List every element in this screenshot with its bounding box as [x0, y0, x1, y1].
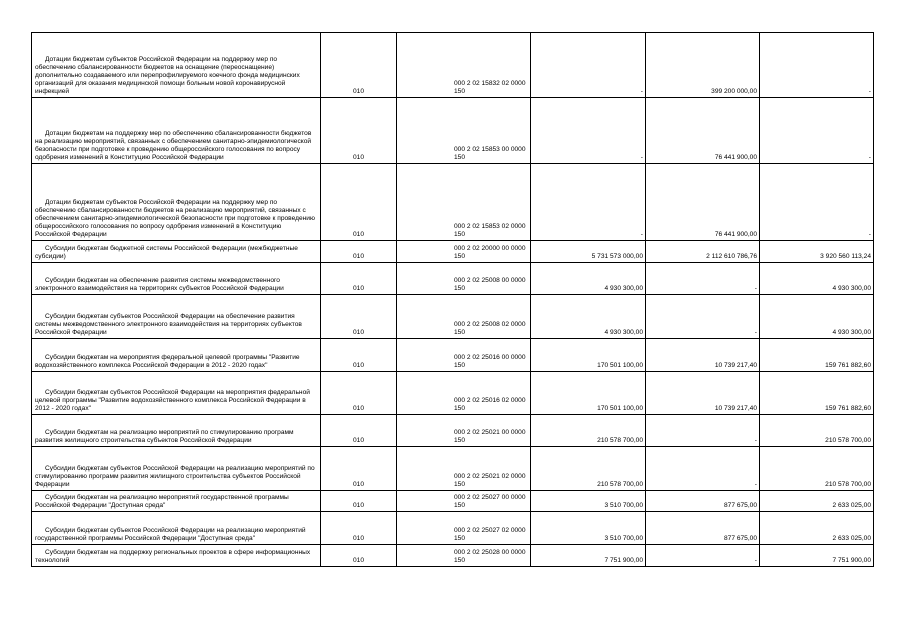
row-plan-cell: 170 501 100,00	[531, 372, 646, 415]
row-plan-cell: 7 751 900,00	[531, 545, 646, 567]
row-name-cell: Субсидии бюджетам на реализацию мероприятий по стимулированию программ развития жилищного строительства субъектов Российской Федерации	[32, 415, 321, 447]
row-exec-cell: -	[646, 447, 760, 491]
row-plan-cell: 210 578 700,00	[531, 415, 646, 447]
row-name-cell: Субсидии бюджетам на обеспечение развития системы межведомственного электронного взаимодействия на территориях субъектов Российской Федерации	[32, 263, 321, 295]
row-plan-cell: 3 510 700,00	[531, 512, 646, 545]
row-rest-cell: 7 751 900,00	[760, 545, 874, 567]
row-code-cell: 010	[321, 491, 397, 512]
row-exec-cell: 399 200 000,00	[646, 33, 760, 98]
row-rest-cell: 210 578 700,00	[760, 447, 874, 491]
row-name-cell: Субсидии бюджетам субъектов Российской Федерации на обеспечение развития системы межведомственного электронного взаимодействия на территориях субъектов Российской Федерации	[32, 295, 321, 339]
row-kbk-cell: 000 2 02 25021 00 0000 150	[397, 415, 531, 447]
row-kbk-cell: 000 2 02 25028 00 0000 150	[397, 545, 531, 567]
row-kbk-cell: 000 2 02 25008 00 0000 150	[397, 263, 531, 295]
row-kbk-cell: 000 2 02 15853 02 0000 150	[397, 164, 531, 241]
row-code-cell: 010	[321, 339, 397, 372]
row-plan-cell: 3 510 700,00	[531, 491, 646, 512]
row-name-cell: Субсидии бюджетам субъектов Российской Федерации на мероприятия федеральной целевой программы "Развитие водохозяйственного комплекса Российской Федерации в 2012 - 2020 годах"	[32, 372, 321, 415]
row-code-cell: 010	[321, 512, 397, 545]
row-kbk-cell: 000 2 02 25008 02 0000 150	[397, 295, 531, 339]
row-exec-cell: 877 675,00	[646, 491, 760, 512]
row-plan-cell: 4 930 300,00	[531, 295, 646, 339]
row-rest-cell: 3 920 560 113,24	[760, 241, 874, 263]
row-code-cell: 010	[321, 447, 397, 491]
table-row	[32, 415, 874, 447]
table-row	[32, 263, 874, 295]
table-row	[32, 339, 874, 372]
row-code-cell: 010	[321, 164, 397, 241]
row-rest-cell: 159 761 882,60	[760, 339, 874, 372]
row-code-cell: 010	[321, 295, 397, 339]
row-name-cell: Субсидии бюджетам бюджетной системы Российской Федерации (межбюджетные субсидии)	[32, 241, 321, 263]
row-name-cell: Субсидии бюджетам на поддержку региональных проектов в сфере информационных технологий	[32, 545, 321, 567]
row-exec-cell: 877 675,00	[646, 512, 760, 545]
row-rest-cell: 4 930 300,00	[760, 295, 874, 339]
row-code-cell: 010	[321, 98, 397, 164]
row-code-cell: 010	[321, 33, 397, 98]
table-row	[32, 164, 874, 241]
row-code-cell: 010	[321, 263, 397, 295]
row-name-cell: Субсидии бюджетам субъектов Российской Федерации на реализацию мероприятий по стимулированию программ развития жилищного строительства субъектов Российской Федерации	[32, 447, 321, 491]
row-rest-cell: -	[760, 33, 874, 98]
table-row	[32, 372, 874, 415]
table-row	[32, 295, 874, 339]
row-kbk-cell: 000 2 02 25027 02 0000 150	[397, 512, 531, 545]
row-name-cell: Дотации бюджетам субъектов Российской Федерации на поддержку мер по обеспечению сбалансированности бюджетов на реализацию мероприятий, связанных с обеспечением санитарно-эпидемиологической безопасности при подготовке к проведению общероссийского голосования по вопросу одобрения изменений в Конституцию Российской Федерации	[32, 164, 321, 241]
row-name-cell: Субсидии бюджетам на мероприятия федеральной целевой программы "Развитие водохозяйственного комплекса Российской Федерации в 2012 - 2020 годах"	[32, 339, 321, 372]
row-rest-cell: 2 633 025,00	[760, 491, 874, 512]
row-code-cell: 010	[321, 545, 397, 567]
row-plan-cell: 210 578 700,00	[531, 447, 646, 491]
table-row	[32, 241, 874, 263]
row-plan-cell: -	[531, 98, 646, 164]
row-name-cell: Дотации бюджетам на поддержку мер по обеспечению сбалансированности бюджетов на реализацию мероприятий, связанных с обеспечением санитарно-эпидемиологической безопасности при подготовке к проведению общероссийского голосования по вопросу одобрения изменений в Конституцию Российской Федерации	[32, 98, 321, 164]
table-row	[32, 447, 874, 491]
row-kbk-cell: 000 2 02 15832 02 0000 150	[397, 33, 531, 98]
row-kbk-cell: 000 2 02 25016 02 0000 150	[397, 372, 531, 415]
row-exec-cell: -	[646, 545, 760, 567]
row-kbk-cell: 000 2 02 20000 00 0000 150	[397, 241, 531, 263]
row-rest-cell: 210 578 700,00	[760, 415, 874, 447]
row-exec-cell: -	[646, 295, 760, 339]
row-kbk-cell: 000 2 02 25016 00 0000 150	[397, 339, 531, 372]
row-kbk-cell: 000 2 02 15853 00 0000 150	[397, 98, 531, 164]
row-code-cell: 010	[321, 415, 397, 447]
budget-table	[31, 32, 874, 567]
row-kbk-cell: 000 2 02 25027 00 0000 150	[397, 491, 531, 512]
row-plan-cell: -	[531, 33, 646, 98]
row-name-cell: Субсидии бюджетам на реализацию мероприятий государственной программы Российской Федерации "Доступная среда"	[32, 491, 321, 512]
budget-table-body	[32, 33, 874, 567]
row-exec-cell: 76 441 900,00	[646, 164, 760, 241]
row-code-cell: 010	[321, 241, 397, 263]
row-exec-cell: 76 441 900,00	[646, 98, 760, 164]
row-exec-cell: 2 112 610 786,76	[646, 241, 760, 263]
row-name-cell: Субсидии бюджетам субъектов Российской Федерации на реализацию мероприятий государственной программы Российской Федерации "Доступная среда"	[32, 512, 321, 545]
table-row	[32, 512, 874, 545]
table-row	[32, 545, 874, 567]
row-exec-cell: -	[646, 263, 760, 295]
table-row	[32, 33, 874, 98]
table-row	[32, 491, 874, 512]
row-exec-cell: -	[646, 415, 760, 447]
row-rest-cell: 2 633 025,00	[760, 512, 874, 545]
row-exec-cell: 10 739 217,40	[646, 372, 760, 415]
row-rest-cell: -	[760, 164, 874, 241]
row-kbk-cell: 000 2 02 25021 02 0000 150	[397, 447, 531, 491]
row-rest-cell: 159 761 882,60	[760, 372, 874, 415]
row-plan-cell: 4 930 300,00	[531, 263, 646, 295]
row-name-cell: Дотации бюджетам субъектов Российской Федерации на поддержку мер по обеспечению сбалансированности бюджетов на оснащение (переоснащение) дополнительно создаваемого или перепрофилируемого коечного фонда медицинских организаций для оказания медицинской помощи больным новой коронавирусной инфекцией	[32, 33, 321, 98]
row-rest-cell: 4 930 300,00	[760, 263, 874, 295]
row-rest-cell: -	[760, 98, 874, 164]
row-plan-cell: -	[531, 164, 646, 241]
row-plan-cell: 170 501 100,00	[531, 339, 646, 372]
row-exec-cell: 10 739 217,40	[646, 339, 760, 372]
row-code-cell: 010	[321, 372, 397, 415]
table-row	[32, 98, 874, 164]
row-plan-cell: 5 731 573 000,00	[531, 241, 646, 263]
